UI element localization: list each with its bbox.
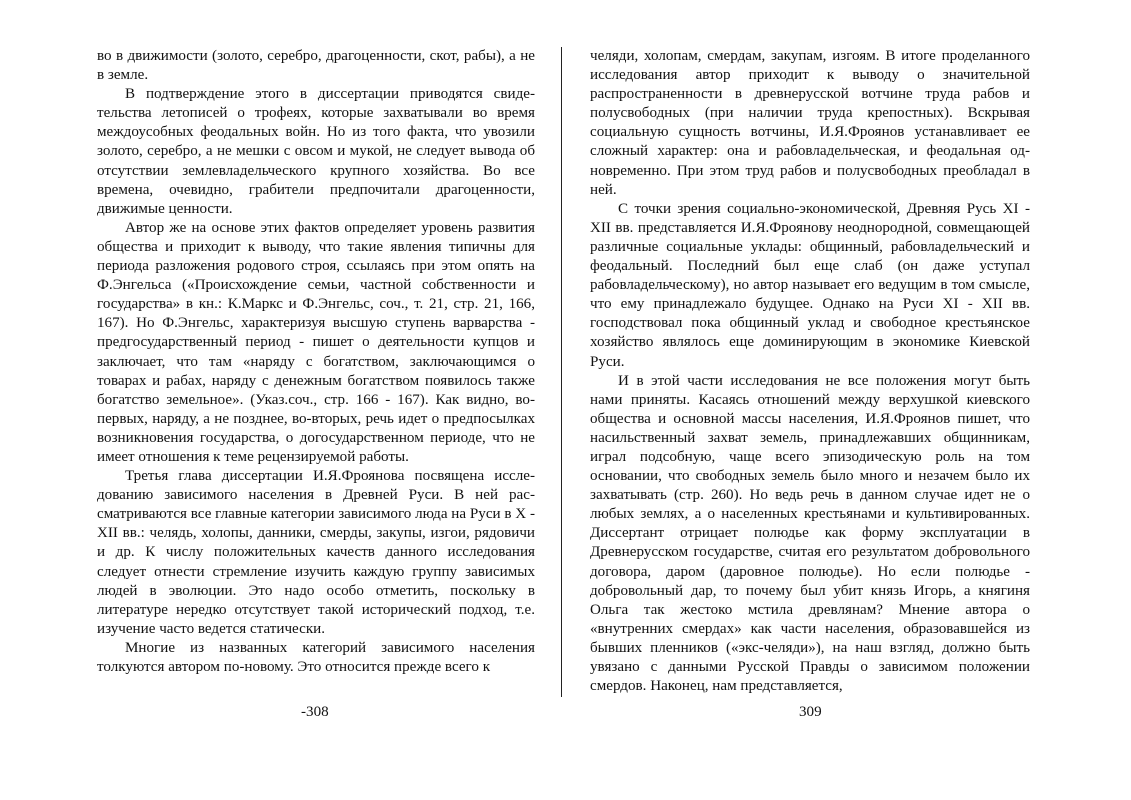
right-paragraph-1: челяди, холопам, смердам, закупам, изгоям. В итоге проделанного исследования автор приходит к выводу о значительной распространенности в древнерусской вотчине труда рабов и полусвободных (при наличии труда крепостных). Вскрывая социальную сущность вотчины, И.Я.Фроянов устанавливает ее сложный характер: она и рабовладельческая, и феодальная одновременно. При этом труд рабов и полусвободных преобладал в ней.	[590, 48, 1030, 198]
right-page-text	[590, 47, 1030, 696]
right-paragraph-3: И в этой части исследования не все положения могут быть нами приняты. Касаясь отношений между верхушкой киевского общества и основной массы населения, И.Я.Фроянов пишет, что насильственный захват земель, принадлежавших общинникам, играл подсобную, чаще всего эпизодическую роль на том основании, что свободных земель было много и незачем было их захватывать (стр. 260). Но ведь речь в данном случае идет не о любых землях, а о населенных крестьянами и культивированных. Диссертант отрицает полюдье как форму эксплуатации в Древнерусском государстве, считая его результатом добровольного договора, даром (даровное полюдье). Но если полюдье - добровольный дар, то почему был убит князь Игорь, а княгиня Ольга так жестоко мстила древлянам? Мнение автора о «внутренних смердах» как части населения, образовавшейся из бывших пленников («экс-челяди»), на наш взгляд, должно быть увязано с данными Русской Правды о зависимом положении смердов. Наконец, нам представляется,	[590, 372, 1030, 695]
left-paragraph-5: Многие из названных категорий зависимого населения толкуются автором по-новому. Это относится прежде всего к	[97, 639, 535, 675]
left-page-text	[97, 47, 535, 677]
right-page-number: 309	[799, 704, 822, 720]
left-paragraph-2: В подтверждение этого в диссертации приводятся свидетельства летописей о трофеях, которые захватывали во время междоусобных феодальных войн. Но из того факта, что увозили золото, серебро, а не мешки с овсом и мукой, не следует вывода об отсутствии землевладельческого крупного хозяйства. Во все времена, очевидно, грабители предпочитали драгоценности, движимые ценности.	[97, 86, 535, 217]
page-divider	[561, 47, 562, 697]
left-paragraph-4: Третья глава диссертации И.Я.Фроянова посвящена исследованию зависимого населения в Древней Руси. В ней рассматриваются все главные категории зависимого люда на Руси в X - XII вв.: челядь, холопы, данники, смерды, закупы, изгои, рядовичи и др. К числу положительных качеств данного исследования следует отнести стремление изучить каждую группу зависимых людей в эволюции. Это надо особо отметить, поскольку в литературе нередко отсутствует такой исторический подход, т.е. изучение часто ведется статически.	[97, 468, 535, 637]
left-paragraph-1: во в движимости (золото, серебро, драгоценности, скот, рабы), а не в земле.	[97, 48, 535, 84]
left-paragraph-3: Автор же на основе этих фактов определяет уровень развития общества и приходит к выводу, что такие явления типичны для периода разложения родового строя, ссылаясь при этом опять на Ф.Энгельса («Происхождение семьи, частной собственности и государства» в кн.: К.Маркс и Ф.Энгельс, соч., т. 21, стр. 21, 166, 167). Но Ф.Энгельс, характеризуя высшую ступень варварства - предгосударственный период - пишет о деятельности купцов и заключает, что там «наряду с богатством, заключающимся о товарах и рабах, наряду с денежным богатством появилось также богатство земельное». (Указ.соч., стр. 166 - 167). Как видно, во-первых, наряду, а не позднее, во-вторых, речь идет о предпосылках возникновения государства, о догосударственном периоде, что не имеет отношения к теме рецензируемой работы.	[97, 219, 535, 465]
right-paragraph-2: С точки зрения социально-экономической, Древняя Русь XI - XII вв. представляется И.Я.Фроянову неоднородной, совмещающей различные социальные уклады: общинный, рабовладельческий и феодальный. Последний был еще слаб (он даже уступал рабовладельческому), но автор называет его ведущим в том смысле, что ему принадлежало будущее. Однако на Руси XI - XII вв. господствовал пока общинный уклад и свободное крестьянское хозяйство являлось еще доминирующим в экономике Киевской Руси.	[590, 200, 1030, 370]
left-page-number: -308	[301, 704, 329, 720]
